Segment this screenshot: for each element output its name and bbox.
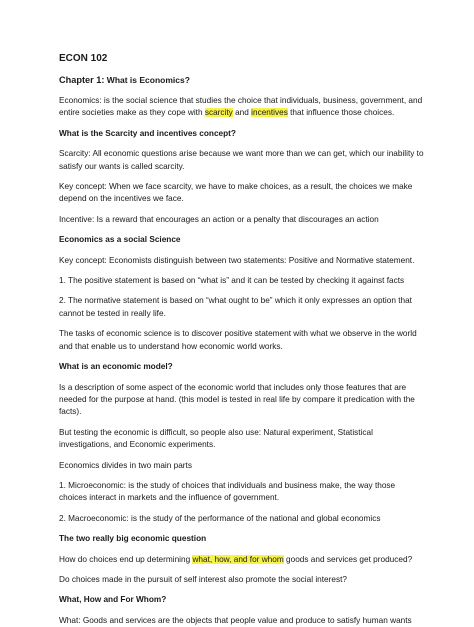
economics-definition [59, 95, 424, 120]
positive-statement: 1. The positive statement is based on “what is” and it can be tested by checking it against facts [59, 276, 405, 286]
highlight-scarcity: scarcity [204, 108, 233, 118]
definition-text-joiner: and [232, 108, 252, 118]
question-one-text: How do choices end up determining [59, 554, 193, 564]
chapter-name: What is Economics? [104, 75, 190, 85]
question-one [59, 554, 424, 566]
heading-what-how-whom: What, How and For Whom? [59, 595, 167, 605]
course-title: ECON 102 [59, 53, 108, 64]
heading-big-questions: The two really big economic question [59, 534, 207, 544]
chapter-label: Chapter 1: [59, 75, 105, 85]
key-concept-statements: Key concept: Economists distinguish between two statements: Positive and Normative statement. [59, 255, 415, 265]
definition-text-end: that influence those choices. [287, 108, 395, 118]
heading-scarcity-incentives: What is the Scarcity and incentives concept? [59, 128, 236, 138]
divides-paragraph: Economics divides in two main parts [59, 460, 192, 470]
chapter-heading [59, 75, 424, 85]
macroeconomic-paragraph: 2. Macroeconomic: is the study of the performance of the national and global economics [59, 513, 381, 523]
heading-social-science: Economics as a social Science [59, 235, 181, 245]
key-concept-choices: Key concept: When we face scarcity, we have to make choices, as a result, the choices we make depend on the incentives we face. [59, 182, 413, 204]
definition-text: Economics: is the social science that studies the choice that individuals, business, government, and entire societies make as they cope with [59, 96, 423, 118]
microeconomic-paragraph: 1. Microeconomic: is the study of choices that individuals and business make, the way those choices interact in markets and the influence of government. [59, 480, 396, 503]
question-two: Do choices made in the pursuit of self interest also promote the social interest? [59, 574, 347, 584]
tasks-paragraph: The tasks of economic science is to discover positive statement with what we observe in the world and that enable us to understand how economic world works. [59, 329, 417, 351]
scarcity-paragraph: Scarcity: All economic questions arise because we want more than we can get, which our inability to satisfy our wants is called scarcity. [59, 149, 424, 171]
normative-statement: 2. The normative statement is based on “what ought to be” which it only expresses an option that cannot be tested in really life. [59, 296, 412, 318]
highlight-incentives: incentives [251, 108, 288, 118]
what-paragraph: What: Goods and services are the objects that people value and produce to satisfy human wants [59, 615, 412, 625]
heading-economic-model: What is an economic model? [59, 362, 173, 372]
highlight-what-how-whom: what, how, and for whom [192, 554, 284, 564]
question-one-end: goods and services get produced? [283, 554, 413, 564]
model-paragraph: Is a description of some aspect of the economic world that includes only those features that are needed for the purpose at hand. (this model is tested in real life by compare it predication with the facts). [59, 382, 415, 417]
testing-paragraph: But testing the economic is difficult, so people also use: Natural experiment, Statistical investigations, and Economic experiments. [59, 427, 373, 450]
incentive-paragraph: Incentive: Is a reward that encourages an action or a penalty that discourages an action [59, 214, 379, 224]
